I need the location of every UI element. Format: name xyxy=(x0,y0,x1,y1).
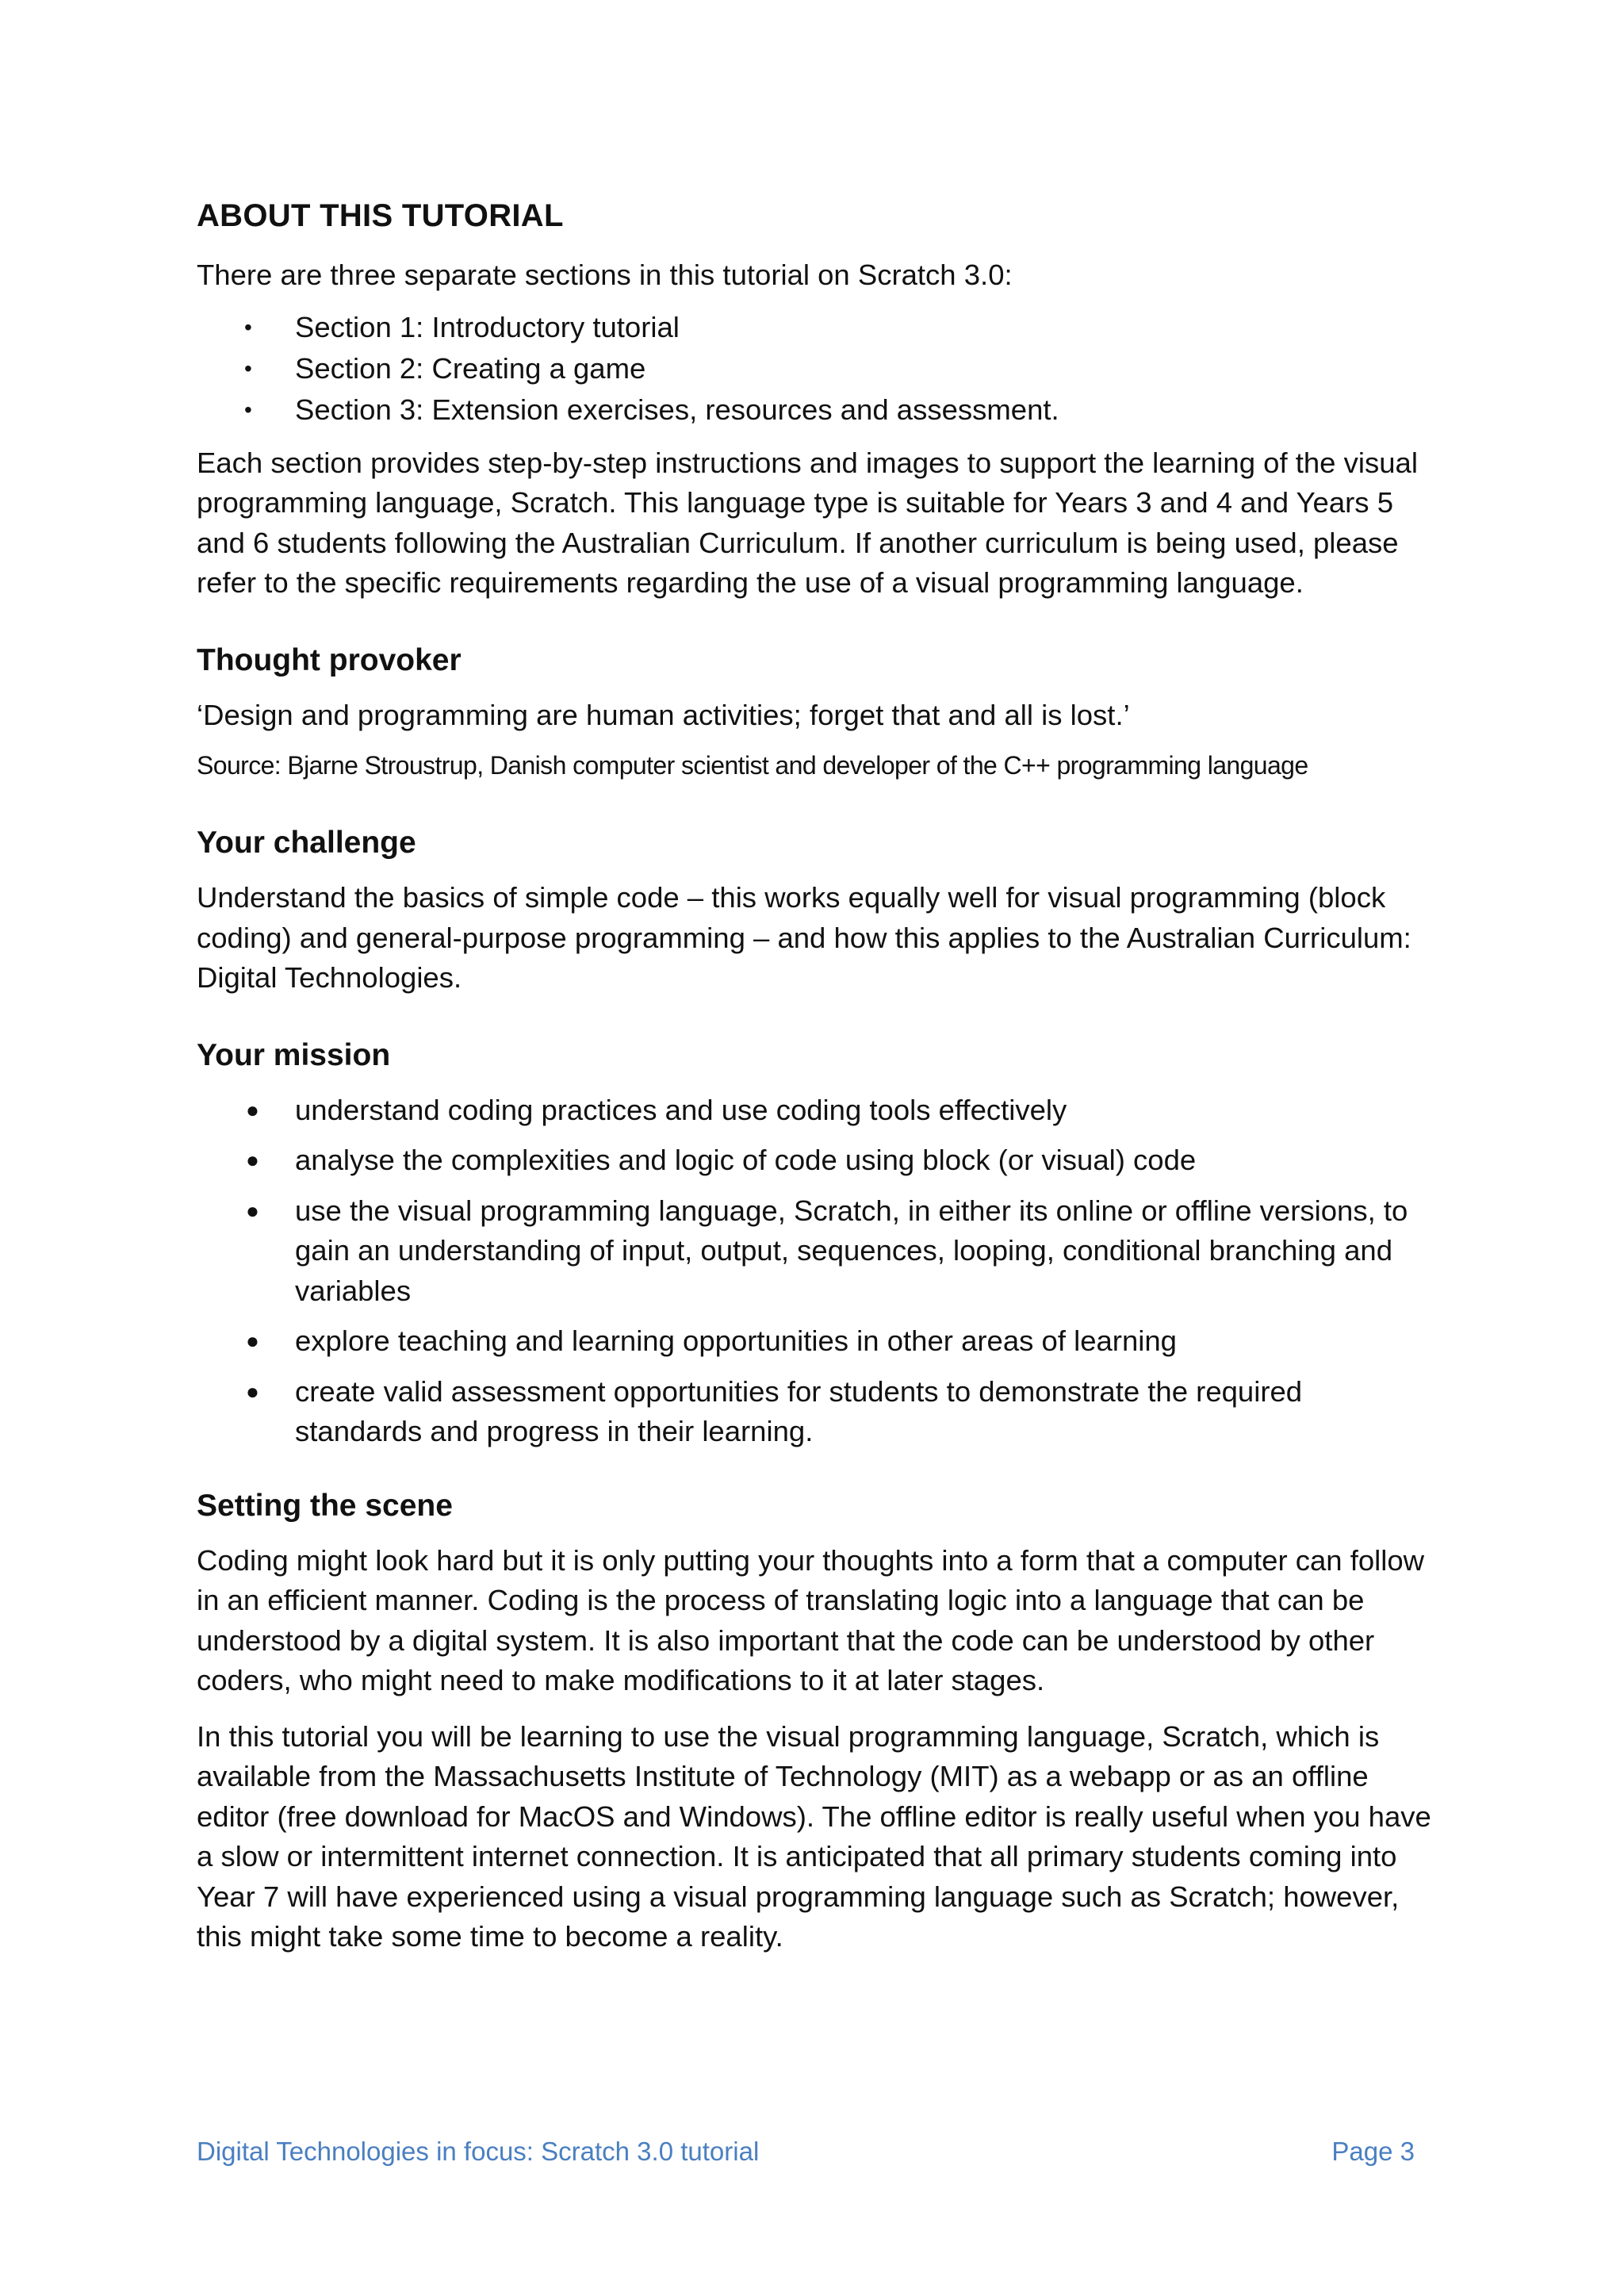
list-item-text: Section 2: Creating a game xyxy=(295,351,646,385)
list-item xyxy=(197,1372,1434,1452)
scene-heading: Setting the scene xyxy=(197,1488,453,1523)
intro-text: There are three separate sections in this tutorial on Scratch 3.0: xyxy=(197,259,1013,291)
mission-heading: Your mission xyxy=(197,1037,391,1072)
list-item-text: analyse the complexities and logic of code using block (or visual) code xyxy=(295,1144,1197,1176)
bullet-icon: ● xyxy=(246,1198,259,1223)
document-page xyxy=(197,197,1434,1957)
quote-text: ‘Design and programming are human activities; forget that and all is lost.’ xyxy=(197,698,1130,731)
bullet-icon: ● xyxy=(246,1097,259,1122)
list-item-text: understand coding practices and use coding tools effectively xyxy=(295,1093,1067,1126)
footer-title: Digital Technologies in focus: Scratch 3.0 tutorial xyxy=(197,2137,760,2166)
challenge-heading: Your challenge xyxy=(197,826,416,860)
bullet-icon: ● xyxy=(246,1148,259,1172)
list-item-text: Section 1: Introductory tutorial xyxy=(295,310,680,343)
bullet-icon: ● xyxy=(246,1378,259,1404)
thought-provoker-heading: Thought provoker xyxy=(197,642,462,677)
list-item-text: use the visual programming language, Scratch, in either its online or offline versions, to gain an understanding of input, output, sequences, looping, conditional branching and variables xyxy=(295,1194,1408,1307)
sections-paragraph: Each section provides step-by-step instructions and images to support the learning of the visual programming language, Scratch. This language type is suitable for Years 3 and 4 and Years 5 and 6 students following the Australian Curriculum. If another curriculum is being used, please refer to the specific requirements regarding the use of a visual programming language. xyxy=(197,446,1418,599)
page-number: Page 3 xyxy=(1331,2137,1415,2166)
list-item xyxy=(197,348,1434,389)
scene-paragraph-2: In this tutorial you will be learning to use the visual programming language, Scratch, which is available from the Massachusetts Institute of Technology (MIT) as a webapp or as an offline editor (free download for MacOS and Windows). The offline editor is really useful when you have a slow or intermittent internet connection. It is anticipated that all primary students coming into Year 7 will have experienced using a visual programming language such as Scratch; however, this might take some time to become a reality. xyxy=(197,1719,1431,1953)
challenge-text: Understand the basics of simple code – this works equally well for visual programming (block coding) and general-purpose programming – and how this applies to the Australian Curriculum: Digital Technologies. xyxy=(197,881,1411,994)
list-item xyxy=(197,1321,1434,1362)
scene-paragraph-1: Coding might look hard but it is only putting your thoughts into a form that a computer can follow in an efficient manner. Coding is the process of translating logic into a language that can be understood by a digital system. It is also important that the code can be understood by other coders, who might need to make modifications to it at later stages. xyxy=(197,1543,1425,1696)
list-item xyxy=(197,1140,1434,1181)
page-footer xyxy=(197,2136,1415,2168)
bullet-icon: • xyxy=(244,355,252,381)
mission-list xyxy=(197,1091,1434,1452)
list-item xyxy=(197,389,1434,431)
list-item-text: explore teaching and learning opportunities in other areas of learning xyxy=(295,1324,1177,1357)
quote-source: Source: Bjarne Stroustrup, Danish computer scientist and developer of the C++ programming language xyxy=(197,751,1308,780)
list-item-text: create valid assessment opportunities for students to demonstrate the required standards and progress in their learning. xyxy=(295,1374,1303,1447)
list-item xyxy=(197,307,1434,348)
list-item xyxy=(197,1191,1434,1312)
bullet-icon: • xyxy=(244,314,252,339)
sections-list xyxy=(197,307,1434,431)
list-item xyxy=(197,1091,1434,1131)
bullet-icon: • xyxy=(244,397,252,422)
page-title: ABOUT THIS TUTORIAL xyxy=(197,198,564,233)
bullet-icon: ● xyxy=(246,1328,259,1353)
list-item-text: Section 3: Extension exercises, resources and assessment. xyxy=(295,393,1059,426)
